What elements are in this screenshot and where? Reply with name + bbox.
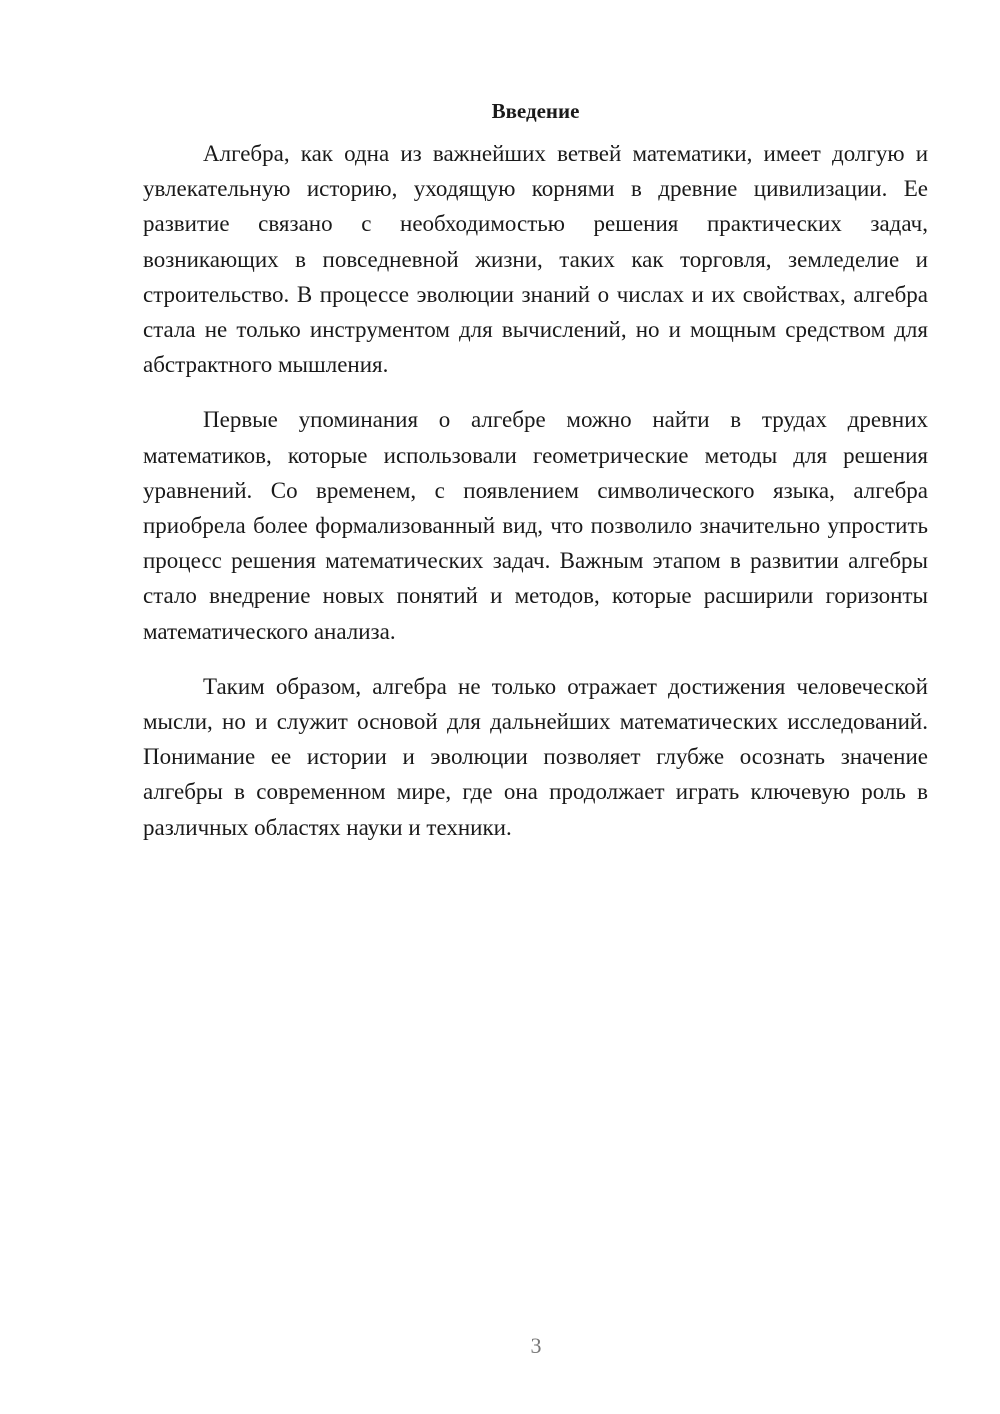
paragraph-3: Таким образом, алгебра не только отражает достижения человеческой мысли, но и служит основой для дальнейших математических исследований. Понимание ее истории и эволюции позволяет глубже осознать значение алгебры в современном мире, где она продолжает играть ключевую роль в различных областях науки и техники. (143, 673, 928, 840)
section-heading: Введение (491, 99, 580, 123)
paragraph-1: Алгебра, как одна из важнейших ветвей математики, имеет долгую и увлекательную историю, уходящую корнями в древние цивилизации. Ее развитие связано с необходимостью решения практических задач, возникающих в повседневной жизни, таких как торговля, земледелие и строительство. В процессе эволюции знаний о числах и их свойствах, алгебра стала не только инструментом для вычислений, но и мощным средством для абстрактного мышления. (143, 141, 928, 378)
paragraph-2: Первые упоминания о алгебре можно найти в трудах древних математиков, которые использовали геометрические методы для решения уравнений. Со временем, с появлением символического языка, алгебра приобрела более формализованный вид, что позволило значительно упростить процесс решения математических задач. Важным этапом в развитии алгебры стало внедрение новых понятий и методов, которые расширили горизонты математического анализа. (143, 407, 928, 644)
page-content (143, 96, 928, 865)
page-number: 3 (530, 1333, 542, 1358)
